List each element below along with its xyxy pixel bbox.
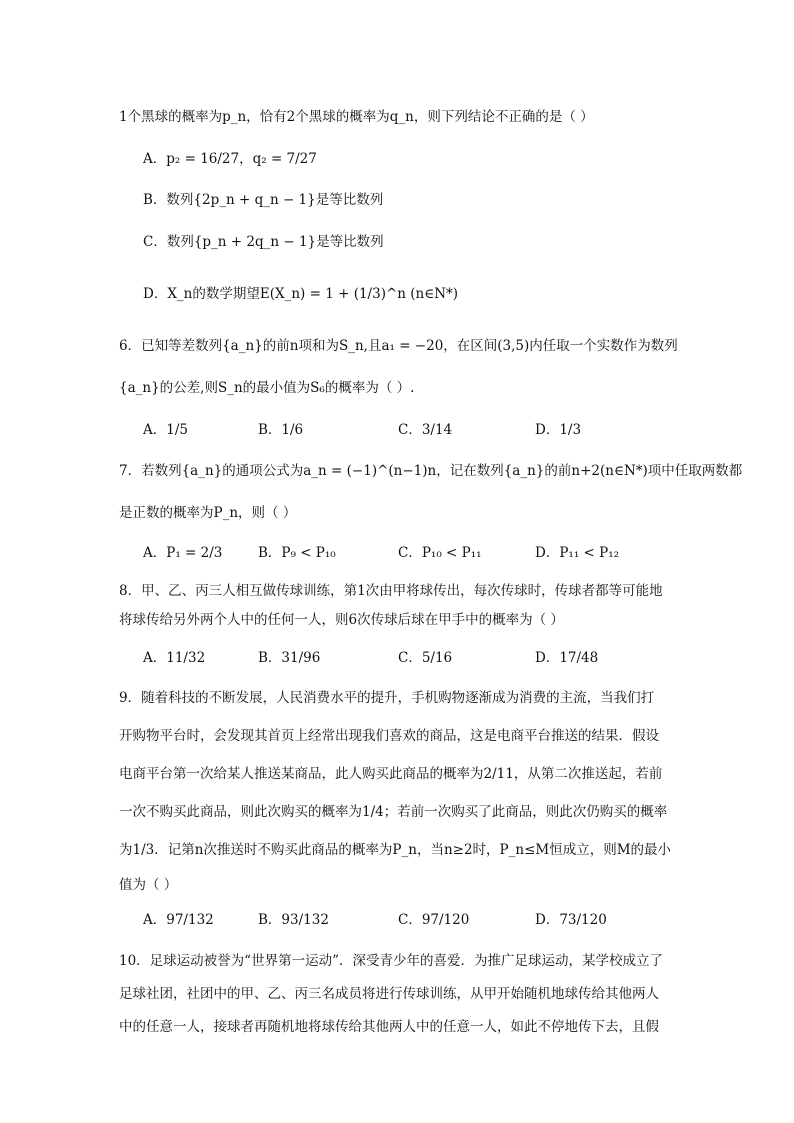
q6-option-d: D．1/3 (535, 422, 582, 438)
q7-option-d: D．P₁₁ < P₁₂ (535, 545, 620, 561)
q9-line-6: 值为（ ） (119, 877, 178, 893)
q8-option-c: C．5/16 (398, 650, 453, 666)
q9-line-3: 电商平台第一次给某人推送某商品，此人购买此商品的概率为2/11，从第二次推送起，若前 (119, 766, 663, 782)
q10-line-3: 中的任意一人，接球者再随机地将球传给其他两人中的任意一人，如此不停地传下去，且假 (119, 1019, 659, 1035)
q6-line-1: 6．已知等差数列{a_n}的前n项和为S_n,且a₁ = −20，在区间(3,5)内任取一个实数作为数列 (119, 338, 678, 354)
q9-line-2: 开购物平台时，会发现其首页上经常出现我们喜欢的商品，这是电商平台推送的结果．假设 (119, 728, 659, 744)
q9-line-5: 为1/3．记第n次推送时不购买此商品的概率为P_n，当n≥2时，P_n≤M恒成立，则M的最小 (119, 842, 672, 858)
q9-option-d: D．73/120 (535, 912, 607, 928)
q5-option-a: A．p₂ = 16/27，q₂ = 7/27 (143, 151, 317, 167)
q9-line-4: 一次不购买此商品，则此次购买的概率为1/4；若前一次购买了此商品，则此次仍购买的概率 (119, 804, 668, 820)
q9-option-a: A．97/132 (143, 912, 214, 928)
q8-line-2: 将球传给另外两个人中的任何一人，则6次传球后球在甲手中的概率为（ ） (119, 612, 564, 628)
q5-option-d: D．X_n的数学期望E(X_n) = 1 + (1/3)^n (n∈N*) (143, 286, 459, 302)
q6-option-b: B．1/6 (258, 422, 304, 438)
q8-option-b: B．31/96 (258, 650, 321, 666)
q7-option-c: C．P₁₀ < P₁₁ (398, 545, 482, 561)
q5-option-c: C．数列{p_n + 2q_n − 1}是等比数列 (143, 234, 384, 250)
q8-line-1: 8．甲、乙、丙三人相互做传球训练，第1次由甲将球传出，每次传球时，传球者都等可能地 (119, 583, 663, 599)
q9-option-b: B．93/132 (258, 912, 329, 928)
q6-line-2: {a_n}的公差,则S_n的最小值为S₆的概率为（ ）. (119, 380, 415, 396)
q10-line-1: 10．足球运动被誉为“世界第一运动”．深受青少年的喜爱．为推广足球运动，某学校成立了 (119, 953, 663, 969)
q10-line-2: 足球社团，社团中的甲、乙、丙三名成员将进行传球训练，从甲开始随机地球传给其他两人 (119, 986, 659, 1002)
q6-option-c: C．3/14 (398, 422, 453, 438)
q9-line-1: 9．随着科技的不断发展，人民消费水平的提升，手机购物逐渐成为消费的主流，当我们打 (119, 690, 655, 706)
q7-line-1: 7．若数列{a_n}的通项公式为a_n = (−1)^(n−1)n，记在数列{a_n}的前n+2(n∈N*)项中任取两数都 (119, 463, 743, 479)
q9-option-c: C．97/120 (398, 912, 470, 928)
q7-option-a: A．P₁ = 2/3 (143, 545, 223, 561)
q5-stem: 1个黑球的概率为p_n，恰有2个黑球的概率为q_n，则下列结论不正确的是（ ） (119, 109, 594, 125)
q8-option-d: D．17/48 (535, 650, 599, 666)
q8-option-a: A．11/32 (143, 650, 206, 666)
q7-line-2: 是正数的概率为P_n，则（ ） (119, 505, 297, 521)
q6-option-a: A．1/5 (143, 422, 188, 438)
q7-option-b: B．P₉ < P₁₀ (258, 545, 336, 561)
q5-option-b: B．数列{2p_n + q_n − 1}是等比数列 (143, 192, 384, 208)
